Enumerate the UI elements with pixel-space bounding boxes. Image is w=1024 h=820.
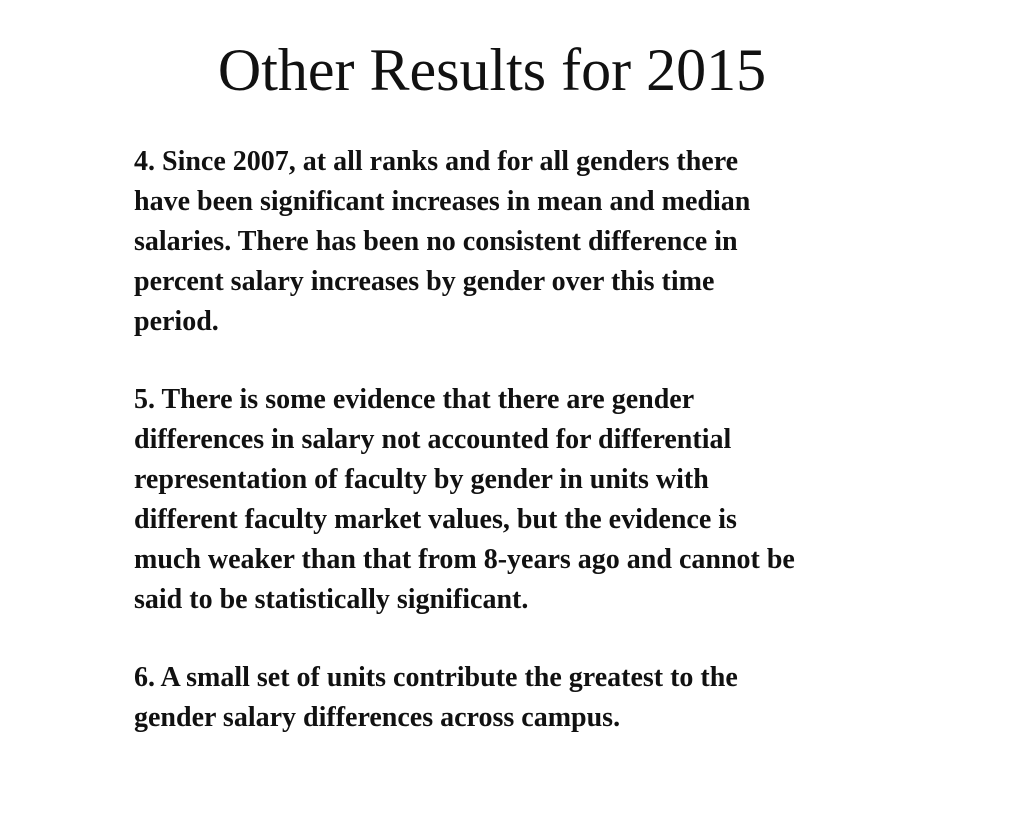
result-point-5: 5. There is some evidence that there are gender differences in salary not accounted for differential representation of faculty by gender in units with different faculty market values, but the evidence is much weaker than that from 8-years ago and cannot be said to be statistically significant. (134, 384, 795, 615)
result-point-4: 4. Since 2007, at all ranks and for all genders there have been significant increases in mean and median salaries. There has been no consistent difference in percent salary increases by gender over this time period. (134, 146, 751, 337)
slide-body (134, 142, 934, 776)
slide-title: Other Results for 2015 (217, 37, 767, 103)
result-point-6: 6. A small set of units contribute the greatest to the gender salary differences across campus. (134, 662, 738, 733)
